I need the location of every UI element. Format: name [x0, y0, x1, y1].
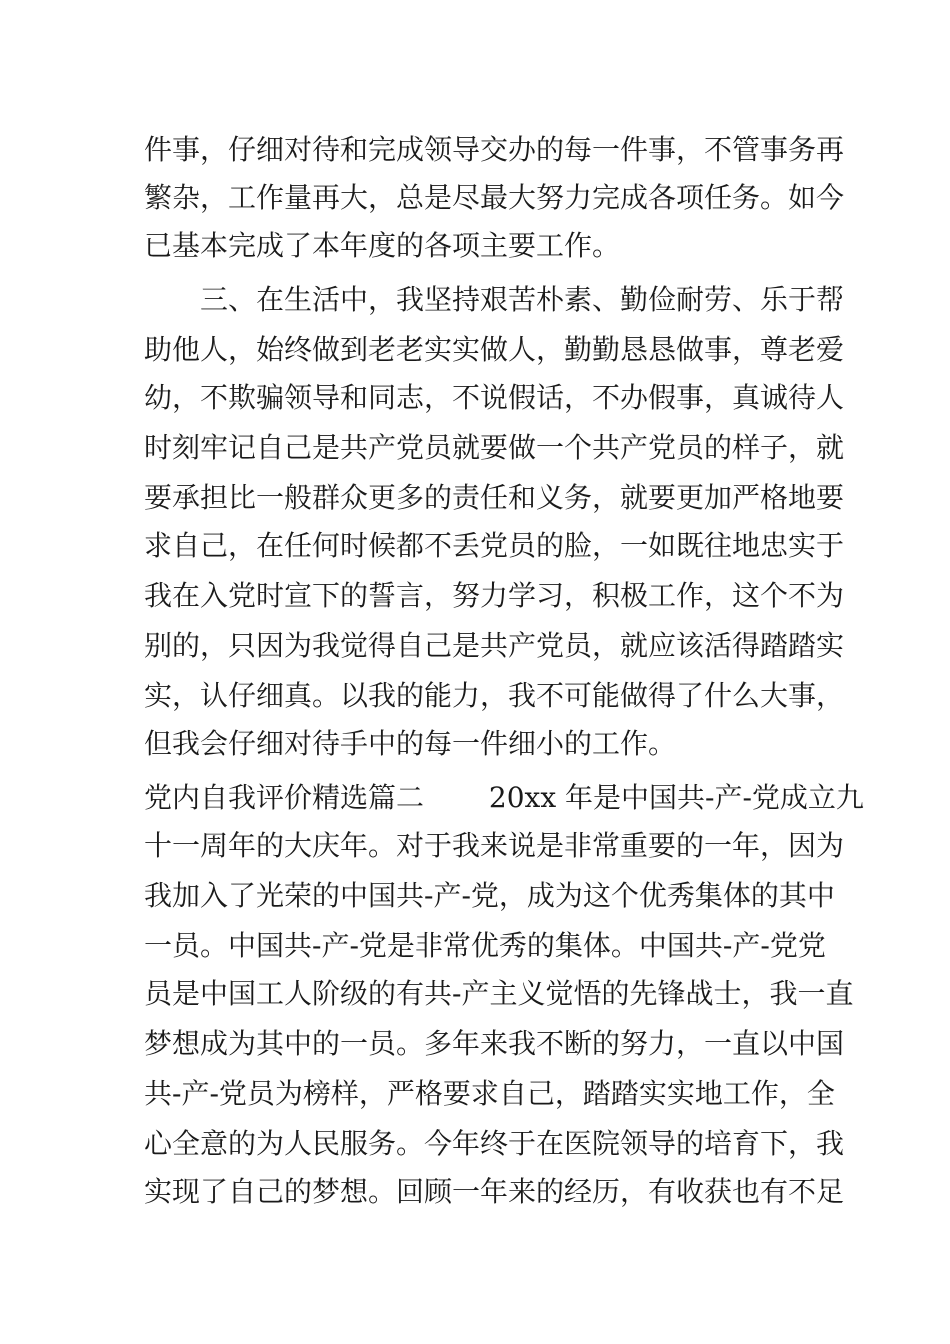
text-line: 实，认仔细真。以我的能力，我不可能做得了什么大事， [144, 679, 845, 712]
text-line: 但我会仔细对待手中的每一件细小的工作。 [144, 727, 677, 760]
text-line: 我加入了光荣的中国共-产-党，成为这个优秀集体的其中 [144, 879, 835, 912]
text-line: 我在入党时宣下的誓言，努力学习，积极工作，这个不为 [144, 579, 845, 612]
text-line: 一员。中国共-产-党是非常优秀的集体。中国共-产-党党 [144, 929, 826, 962]
paragraph-start-line: 三、在生活中，我坚持艰苦朴素、勤俭耐劳、乐于帮 [200, 283, 845, 316]
text-line: 员是中国工人阶级的有共-产主义觉悟的先锋战士，我一直 [144, 977, 854, 1010]
text-line: 共-产-党员为榜样，严格要求自己，踏踏实实地工作，全 [144, 1077, 835, 1110]
text-line: 助他人，始终做到老老实实做人，勤勤恳恳做事，尊老爱 [144, 333, 845, 366]
section-heading-line: 党内自我评价精选篇二 20xx 年是中国共-产-党成立九 [144, 781, 864, 814]
text-line: 十一周年的大庆年。对于我来说是非常重要的一年，因为 [144, 829, 845, 862]
text-line: 别的，只因为我觉得自己是共产党员，就应该活得踏踏实 [144, 629, 845, 662]
text-line: 求自己，在任何时候都不丢党员的脸，一如既往地忠实于 [144, 529, 845, 562]
text-line: 梦想成为其中的一员。多年来我不断的努力，一直以中国 [144, 1027, 845, 1060]
text-line: 已基本完成了本年度的各项主要工作。 [144, 229, 621, 262]
text-line: 心全意的为人民服务。今年终于在医院领导的培育下，我 [144, 1127, 845, 1160]
text-line: 繁杂，工作量再大，总是尽最大努力完成各项任务。如今 [144, 181, 845, 214]
text-line: 幼，不欺骗领导和同志，不说假话，不办假事，真诚待人 [144, 381, 845, 414]
text-line: 要承担比一般群众更多的责任和义务，就要更加严格地要 [144, 481, 845, 514]
text-line: 时刻牢记自己是共产党员就要做一个共产党员的样子，就 [144, 431, 845, 464]
text-line: 件事，仔细对待和完成领导交办的每一件事，不管事务再 [144, 133, 845, 166]
text-line: 实现了自己的梦想。回顾一年来的经历，有收获也有不足 [144, 1175, 845, 1208]
